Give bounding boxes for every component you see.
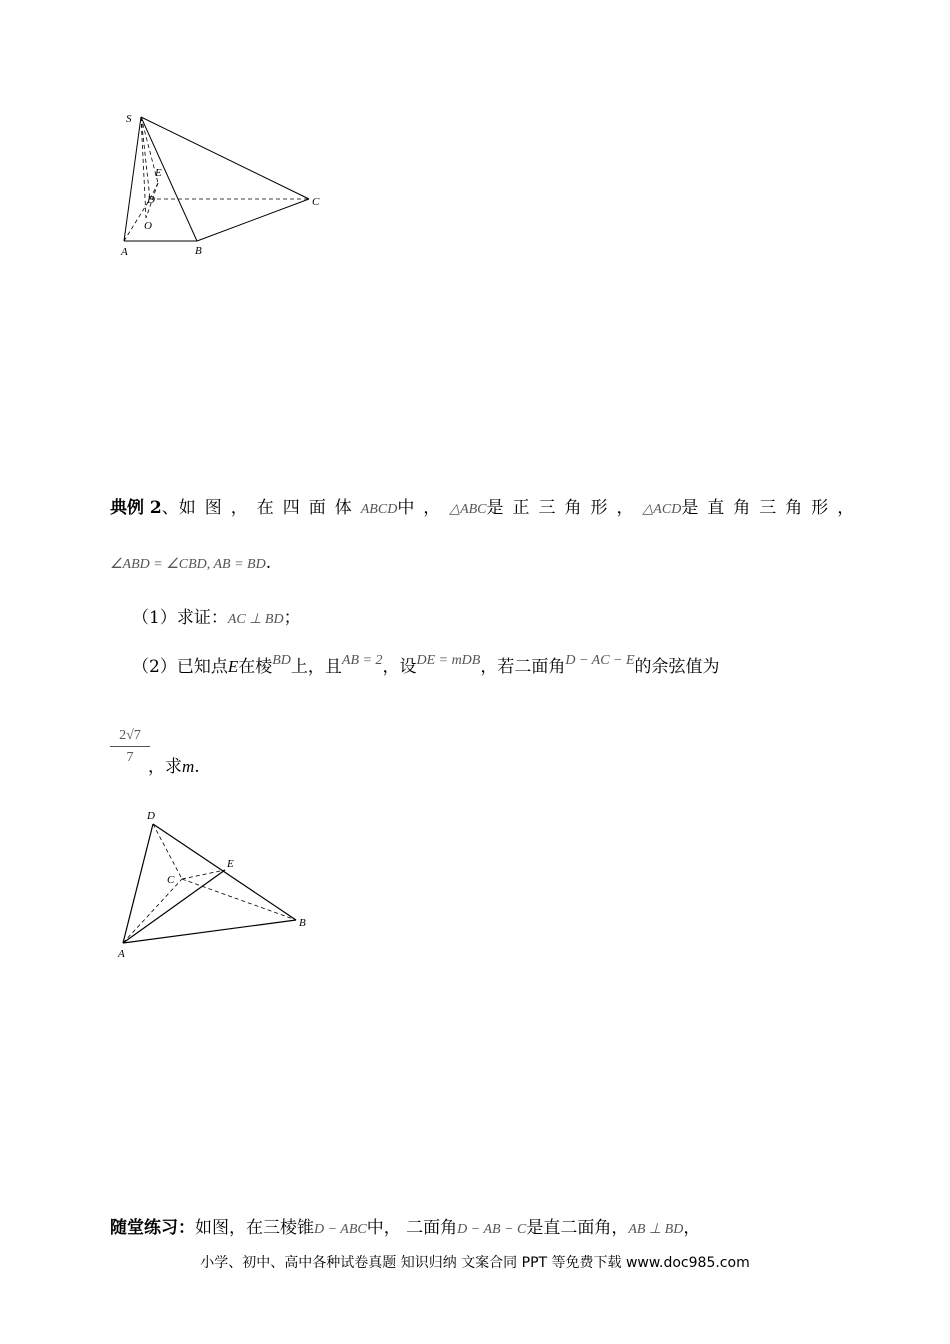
label-e: E <box>227 858 234 870</box>
math-ac-perp-bd: AC ⊥ BD <box>227 612 284 627</box>
example2-text1: 如图，在四面体 <box>178 498 361 518</box>
example2-condition <box>110 553 271 573</box>
tail-a: ，求 <box>148 757 182 777</box>
math-ab-2: AB = 2 <box>341 653 383 668</box>
practice-text3: 是直二面角， <box>526 1218 629 1238</box>
edge-sa <box>124 117 141 241</box>
part2-b: 在棱 <box>238 657 273 677</box>
math-tri-abc: △ABC <box>449 502 487 517</box>
tail-b: . <box>194 757 200 777</box>
math-ab-perp-bd: AB ⊥ BD <box>628 1222 684 1237</box>
part1-label: （1）求证： <box>132 608 228 628</box>
edge-sd <box>141 117 150 199</box>
math-e: E <box>227 657 239 676</box>
math-d-ab-c: D − AB − C <box>457 1222 527 1237</box>
footer-banner: 小学、初中、高中各种试卷真题 知识归纳 文案合同 PPT 等免费下载 www.doc985.com <box>200 1255 750 1271</box>
math-d-abc: D − ABC <box>314 1222 367 1237</box>
label-e: E <box>155 167 162 179</box>
edge-dc <box>153 824 182 879</box>
example2-text2: 中， <box>397 498 450 518</box>
part1-end: ； <box>283 608 301 628</box>
edge-ac <box>123 879 182 943</box>
edge-bc <box>197 199 309 241</box>
math-de-mdb: DE = mDB <box>416 653 481 668</box>
part2-g: 的余弦值为 <box>634 657 720 677</box>
practice-text1: 如图，在三棱锥 <box>195 1218 314 1238</box>
math-condition: ∠ABD = ∠CBD, AB = BD <box>110 557 266 572</box>
label-c: C <box>312 196 320 208</box>
pyramid-figure <box>110 108 330 268</box>
example2-part2 <box>132 652 720 677</box>
practice-line <box>110 1213 700 1238</box>
frac-denominator: 7 <box>126 750 134 765</box>
example2-part1 <box>132 603 301 628</box>
label-b: B <box>195 245 202 257</box>
practice-text2: 中， 二面角 <box>366 1218 458 1238</box>
label-d: D <box>147 810 155 822</box>
example2-sep: 、 <box>161 498 179 518</box>
label-a: A <box>118 948 125 960</box>
frac-numerator: 2√7 <box>110 728 150 747</box>
edge-ab <box>123 920 296 943</box>
part2-c: 上，且 <box>290 657 342 677</box>
label-b: B <box>299 917 306 929</box>
tetrahedron-figure <box>110 805 320 965</box>
part2-d: ，设 <box>382 657 417 677</box>
math-tri-acd: △ACD <box>642 502 682 517</box>
math-d-ac-e: D − AC − E <box>565 653 635 668</box>
example2-text3: 是正三角形， <box>486 498 643 518</box>
edge-cb <box>182 879 296 920</box>
label-d: D <box>147 194 155 206</box>
label-s: S <box>126 113 132 125</box>
math-bd: BD <box>272 653 291 668</box>
example2-tail <box>148 752 200 777</box>
practice-text4: ， <box>683 1218 701 1238</box>
math-abcd: ABCD <box>360 502 398 517</box>
label-a: A <box>121 246 128 258</box>
edge-sc <box>141 117 309 199</box>
example2-heading: 典例 2 <box>110 498 162 518</box>
label-o: O <box>144 220 152 232</box>
example2-line1 <box>110 493 863 518</box>
example2-text4: 是直角三角形， <box>681 498 864 518</box>
condition-end: . <box>265 553 272 573</box>
practice-heading: 随堂练习： <box>110 1218 195 1238</box>
label-c: C <box>167 874 175 886</box>
part2-f: ，若二面角 <box>480 657 566 677</box>
math-m: m <box>182 757 195 776</box>
fraction-2sqrt7-over-7 <box>110 728 150 766</box>
part2-a: （2）已知点 <box>132 657 228 677</box>
